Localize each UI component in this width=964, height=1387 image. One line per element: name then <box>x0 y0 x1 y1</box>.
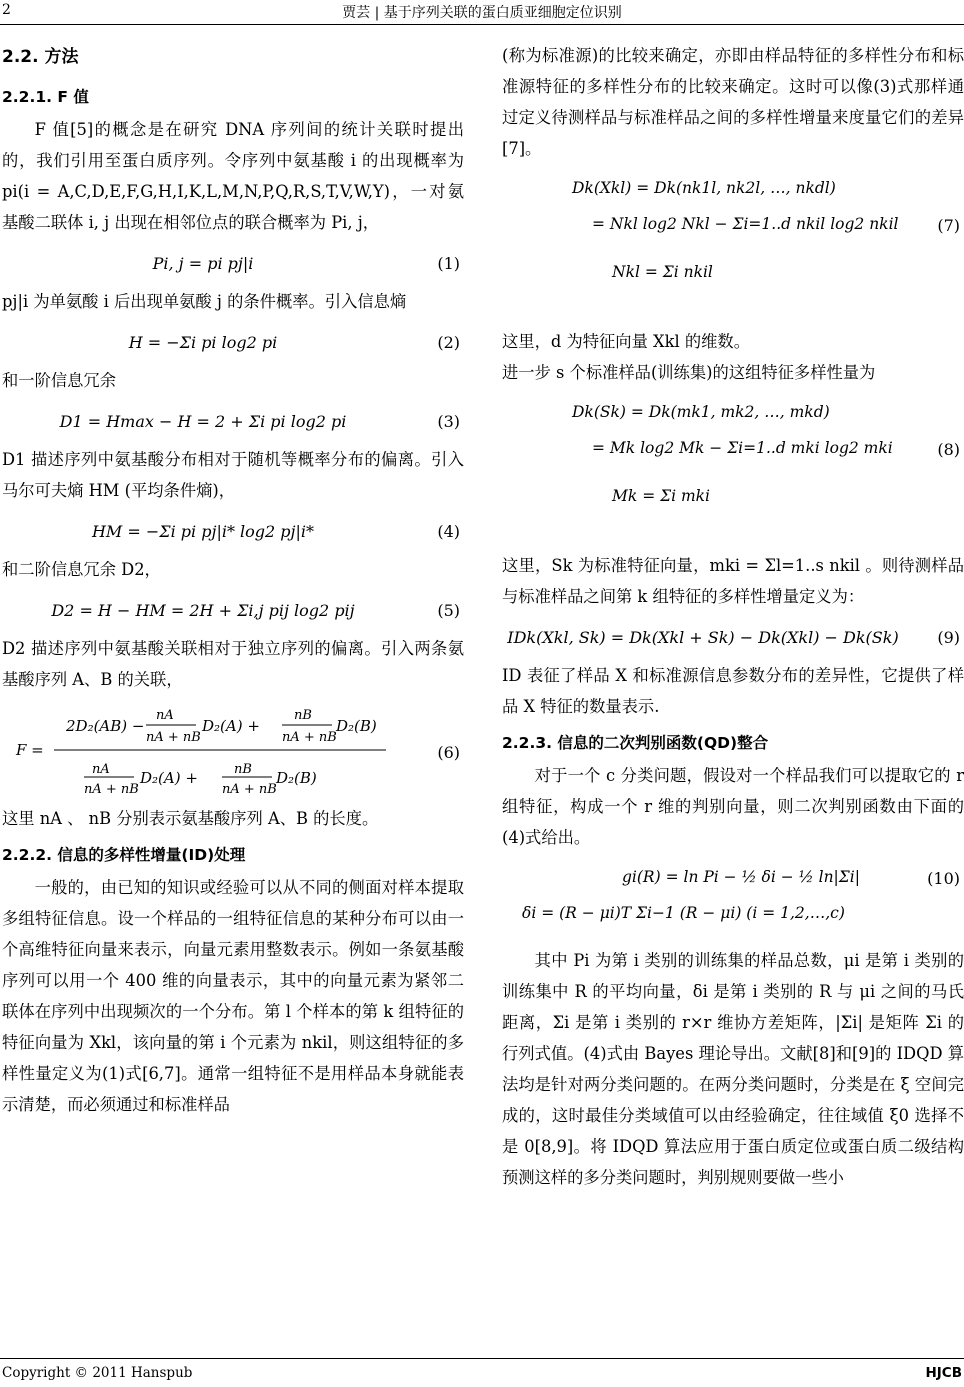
section-title: 2.2. 方法 <box>2 47 79 67</box>
svg-text:nA + nB: nA + nB <box>84 782 139 797</box>
equation-6-graphic <box>6 701 406 797</box>
svg-text:D₂(B): D₂(B) <box>336 717 377 735</box>
paragraph: 其中 Pi 为第 i 类别的训练集的样品总数，μi 是第 i 类别的训练集中 R 的平均向量，δi 是第 i 类别的 R 与 μi 之间的马氏距离，Σi 是第 i 类别的 r×r 维协方差矩阵，|Σi| 是矩阵 Σi 的行列式值。(4)式由 Bayes 理论导出。文献[8]和[9]的 IDQD 算法均是针对两分类问题的。在两分类问题时，分类是在 ξ 空间完成的，这时最佳分类域值可以由经验确定，往往域值 ξ0 选择不是 0[8,9]。将 IDQD 算法应用于蛋白质定位或蛋白质二级结构预测这样的多分类问题时，判别规则要做一些小 <box>502 951 964 1187</box>
svg-text:D₂(A) +: D₂(A) + <box>140 769 198 787</box>
svg-text:nA: nA <box>156 708 174 723</box>
copyright: Copyright © 2011 Hanspub <box>2 1365 193 1381</box>
equation-7: Dk(Xkl) = Dk(nk1l, nk2l, …, nkdl) = Nkl log2 Nkl − Σi=1..d nkil log2 nkil Nkl = Σi nkil (7) <box>572 179 960 281</box>
paragraph: ID 表征了样品 X 和标准源信息参数分布的差异性，它提供了样品 X 特征的数量表示. <box>502 666 964 716</box>
page-number: 2 <box>2 2 11 18</box>
subsection-title-f-value: 2.2.1. F 值 <box>2 88 89 106</box>
svg-text:D₂(B): D₂(B) <box>276 769 317 787</box>
equation-3: D1 = Hmax − H = 2 + Σi pi log2 pi (3) <box>59 412 460 431</box>
equation-10: gi(R) = ln Pi − ½ δi − ½ ln|Σi| δi = (R − μi)T Σi−1 (R − μi) (i = 1,2,…,c) (10) <box>522 868 960 922</box>
svg-text:D₂(A) +: D₂(A) + <box>202 717 260 735</box>
paragraph: F 值[5]的概念是在研究 DNA 序列间的统计关联时提出的，我们引用至蛋白质序列。令序列中氨基酸 i 的出现概率为 pi(i = A,C,D,E,F,G,H,I,K,L,M,N,P,Q,R,S,T,V,W,Y)，一对氨基酸二联体 i, j 出现在相邻位点的联合概率为 Pi, j， <box>2 120 464 232</box>
equation-5: D2 = H − HM = 2H + Σi,j pij log2 pij (5) <box>51 601 460 620</box>
page-footer <box>0 1358 964 1387</box>
equation-6: F = 2D₂(AB) − nA nA + nB D₂(A) + nB nA + nB D₂(B) nA nA + nB D₂(A) + nB nA + nB D₂(B) (6) <box>2 701 464 797</box>
paragraph: 对于一个 c 分类问题，假设对一个样品我们可以提取它的 r 组特征，构成一个 r 维的判别向量，则二次判别函数由下面的(4)式给出。 <box>502 766 964 847</box>
svg-text:nB: nB <box>294 708 312 723</box>
paragraph: 进一步 s 个标准样品(训练集)的这组特征多样性量为 <box>502 363 876 382</box>
paragraph: (称为标准源)的比较来确定，亦即由样品特征的多样性分布和标准源特征的多样性分布的比较来确定。这时可以像(3)式那样通过定义待测样品与标准样品之间的多样性增量来度量它们的差异[7]。 <box>502 46 964 158</box>
paragraph: pj|i 为单氨酸 i 后出现单氨酸 j 的条件概率。引入信息熵 <box>2 292 407 311</box>
paragraph: D1 描述序列中氨基酸分布相对于随机等概率分布的偏离。引入马尔可夫熵 HM (平均条件熵)， <box>2 450 464 500</box>
running-title: 贾芸 | 基于序列关联的蛋白质亚细胞定位识别 <box>342 5 622 21</box>
paragraph: 和一阶信息冗余 <box>2 371 116 390</box>
equation-8: Dk(Sk) = Dk(mk1, mk2, …, mkd) = Mk log2 Mk − Σi=1..d mki log2 mki Mk = Σi mki (8) <box>572 403 960 505</box>
paragraph: 这里，d 为特征向量 Xkl 的维数。 <box>502 332 750 351</box>
svg-text:nB: nB <box>234 762 252 777</box>
subsection-title-qd: 2.2.3. 信息的二次判别函数(QD)整合 <box>502 734 769 752</box>
left-column <box>2 40 464 1120</box>
paragraph: D2 描述序列中氨基酸关联相对于独立序列的偏离。引入两条氨基酸序列 A、B 的关联， <box>2 639 464 689</box>
svg-text:nA + nB: nA + nB <box>282 730 337 745</box>
svg-text:nA + nB: nA + nB <box>146 730 201 745</box>
svg-text:nA: nA <box>92 762 110 777</box>
paragraph: 这里，Sk 为标准特征向量，mki = Σl=1..s nkil 。则待测样品与标准样品之间第 k 组特征的多样性增量定义为： <box>502 556 964 606</box>
page-header <box>0 0 964 25</box>
paragraph: 一般的，由已知的知识或经验可以从不同的侧面对样本提取多组特征信息。设一个样品的一组特征信息的某种分布可以由一个高维特征向量来表示，向量元素用整数表示。例如一条氨基酸序列可以用一个 400 维的向量表示，其中的向量元素为紧邻二联体在序列中出现频次的一个分布。第 l 个样本的第 k 组特征的特征向量为 Xkl，该向量的第 i 个元素为 nkil，则这组特征的多样性量定义为(1)式[6,7]。通常一组特征不是用样品本身就能表示清楚，而必须通过和标准样品 <box>2 878 464 1114</box>
equation-1: Pi, j = pi pj|i (1) <box>152 254 460 273</box>
svg-text:2D₂(AB) −: 2D₂(AB) − <box>66 717 145 735</box>
svg-text:nA + nB: nA + nB <box>222 782 277 797</box>
subsection-title-id: 2.2.2. 信息的多样性增量(ID)处理 <box>2 846 246 864</box>
journal-abbrev: HJCB <box>925 1365 962 1381</box>
right-column <box>502 40 964 1193</box>
svg-text:F =: F = <box>16 741 44 759</box>
paragraph: 这里 nA 、 nB 分别表示氨基酸序列 A、B 的长度。 <box>2 809 379 828</box>
equation-4: HM = −Σi pi pj|i* log2 pj|i* (4) <box>91 522 460 541</box>
paragraph: 和二阶信息冗余 D2， <box>2 560 161 579</box>
equation-2: H = −Σi pi log2 pi (2) <box>128 333 460 352</box>
equation-9: IDk(Xkl, Sk) = Dk(Xkl + Sk) − Dk(Xkl) − Dk(Sk) (9) <box>507 628 960 647</box>
